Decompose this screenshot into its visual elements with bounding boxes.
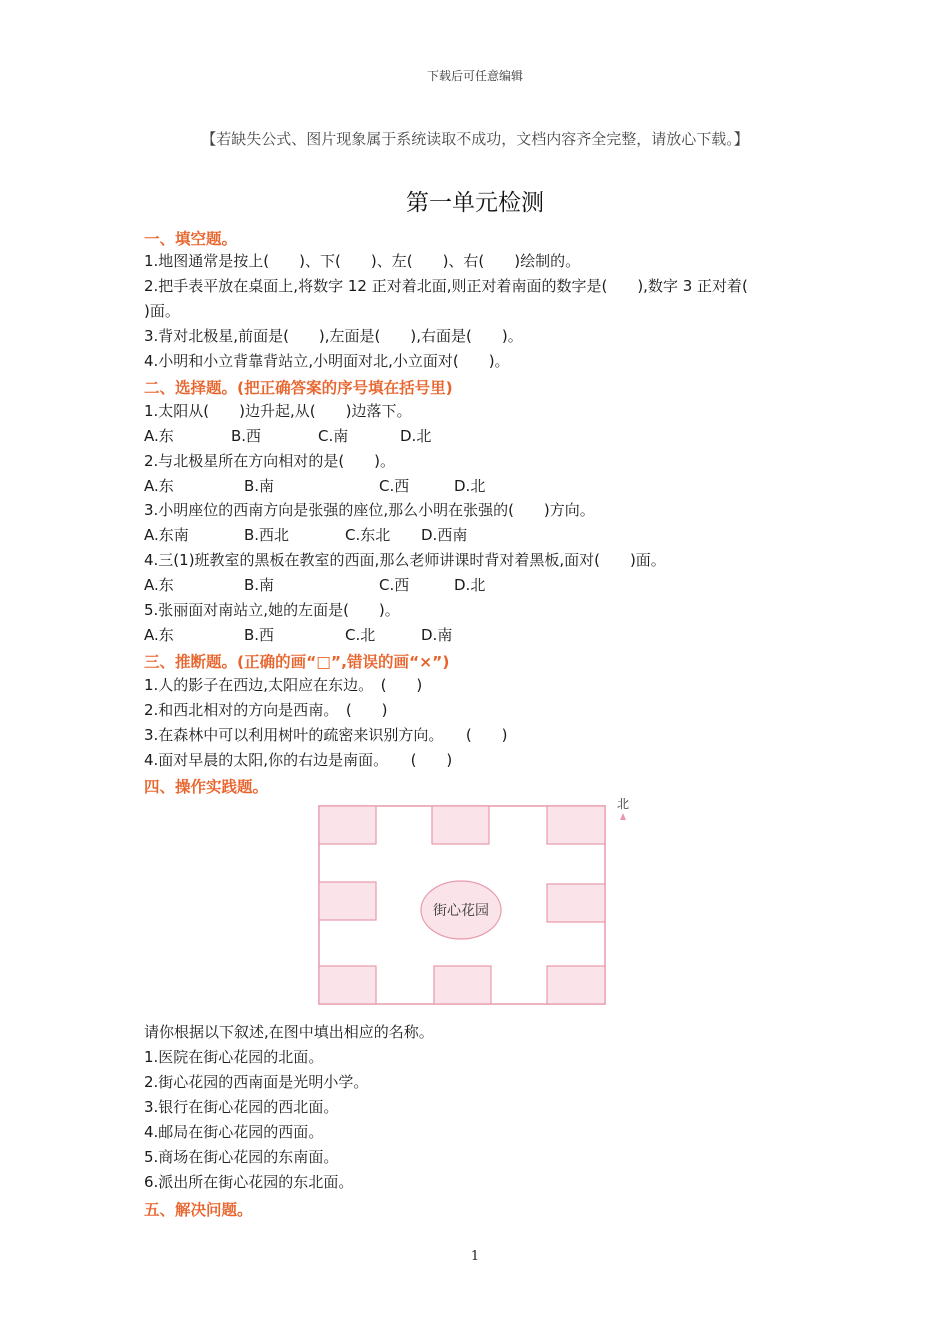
choice-option: D.北 xyxy=(454,576,486,594)
choice-option: C.北 xyxy=(345,626,376,644)
choice-option: A.东 xyxy=(144,576,174,594)
choice-question-4: 4.三(1)班教室的黑板在教室的西面,那么老师讲课时背对着黑板,面对( )面。 xyxy=(144,551,666,569)
choice-option: B.西 xyxy=(244,626,275,644)
choice-question-1: 1.太阳从( )边升起,从( )边落下。 xyxy=(144,402,412,420)
choice-option: D.北 xyxy=(454,477,486,495)
fill-question-1: 1.地图通常是按上( )、下( )、左( )、右( )绘制的。 xyxy=(144,252,581,270)
practice-item: 6.派出所在街心花园的东北面。 xyxy=(144,1173,354,1191)
map-block-northwest xyxy=(319,806,376,844)
map-block-southwest xyxy=(319,966,376,1004)
practice-intro: 请你根据以下叙述,在图中填出相应的名称。 xyxy=(144,1023,434,1041)
choice-question-5: 5.张丽面对南站立,她的左面是( )。 xyxy=(144,601,400,619)
choice-option: C.南 xyxy=(318,427,349,445)
choice-question-2: 2.与北极星所在方向相对的是( )。 xyxy=(144,452,396,470)
choice-option: C.西 xyxy=(379,576,410,594)
practice-item: 5.商场在街心花园的东南面。 xyxy=(144,1148,339,1166)
header-note: 下载后可任意编辑 xyxy=(426,69,523,83)
page-number: 1 xyxy=(470,1249,480,1264)
section-solve-heading: 五、解决问题。 xyxy=(144,1201,253,1219)
choice-option: B.西 xyxy=(231,427,262,445)
practice-item: 3.银行在街心花园的西北面。 xyxy=(144,1098,339,1116)
choice-option: B.西北 xyxy=(244,526,290,544)
center-garden-label: 街心花园 xyxy=(433,903,489,919)
choice-option: A.东 xyxy=(144,477,174,495)
north-arrow-icon xyxy=(620,813,626,820)
judge-question-2: 2.和西北相对的方向是西南。 ( ) xyxy=(144,701,388,719)
choice-option: A.东 xyxy=(144,427,174,445)
section-fill-heading: 一、填空题。 xyxy=(144,230,238,248)
fill-question-3: 3.背对北极星,前面是( ),左面是( ),右面是( )。 xyxy=(144,327,523,345)
fill-question-2-cont: )面。 xyxy=(144,302,180,320)
choice-option: D.南 xyxy=(421,626,453,644)
section-practice-heading: 四、操作实践题。 xyxy=(144,778,269,796)
practice-item: 1.医院在街心花园的北面。 xyxy=(144,1048,324,1066)
section-choice-heading: 二、选择题。(把正确答案的序号填在括号里) xyxy=(144,379,453,397)
map-block-north xyxy=(432,806,489,844)
street-map xyxy=(314,794,644,1010)
map-block-east xyxy=(547,884,605,922)
practice-item: 2.街心花园的西南面是光明小学。 xyxy=(144,1073,369,1091)
map-block-west xyxy=(319,882,376,920)
choice-option: B.南 xyxy=(244,576,275,594)
map-block-south xyxy=(434,966,491,1004)
choice-option: C.西 xyxy=(379,477,410,495)
north-label: 北 xyxy=(616,797,630,811)
choice-option: A.东南 xyxy=(144,526,189,544)
choice-option: C.东北 xyxy=(345,526,391,544)
page-title: 第一单元检测 xyxy=(406,190,544,216)
fill-question-4: 4.小明和小立背靠背站立,小明面对北,小立面对( )。 xyxy=(144,352,510,370)
map-block-southeast xyxy=(547,966,605,1004)
fill-question-2: 2.把手表平放在桌面上,将数字 12 正对着北面,则正对着南面的数字是( ),数字 3 正对着( xyxy=(144,277,748,295)
download-notice: 【若缺失公式、图片现象属于系统读取不成功，文档内容齐全完整，请放心下载。】 xyxy=(201,130,749,148)
choice-question-3: 3.小明座位的西南方向是张强的座位,那么小明在张强的( )方向。 xyxy=(144,501,595,519)
map-block-northeast xyxy=(547,806,605,844)
choice-option: A.东 xyxy=(144,626,174,644)
judge-question-3: 3.在森林中可以利用树叶的疏密来识别方向。 ( ) xyxy=(144,726,508,744)
choice-option: B.南 xyxy=(244,477,275,495)
practice-item: 4.邮局在街心花园的西面。 xyxy=(144,1123,324,1141)
judge-question-4: 4.面对早晨的太阳,你的右边是南面。 ( ) xyxy=(144,751,453,769)
choice-option: D.西南 xyxy=(421,526,468,544)
section-judge-heading: 三、推断题。(正确的画“□”,错误的画“×”) xyxy=(144,653,450,671)
choice-option: D.北 xyxy=(400,427,432,445)
judge-question-1: 1.人的影子在西边,太阳应在东边。 ( ) xyxy=(144,676,423,694)
